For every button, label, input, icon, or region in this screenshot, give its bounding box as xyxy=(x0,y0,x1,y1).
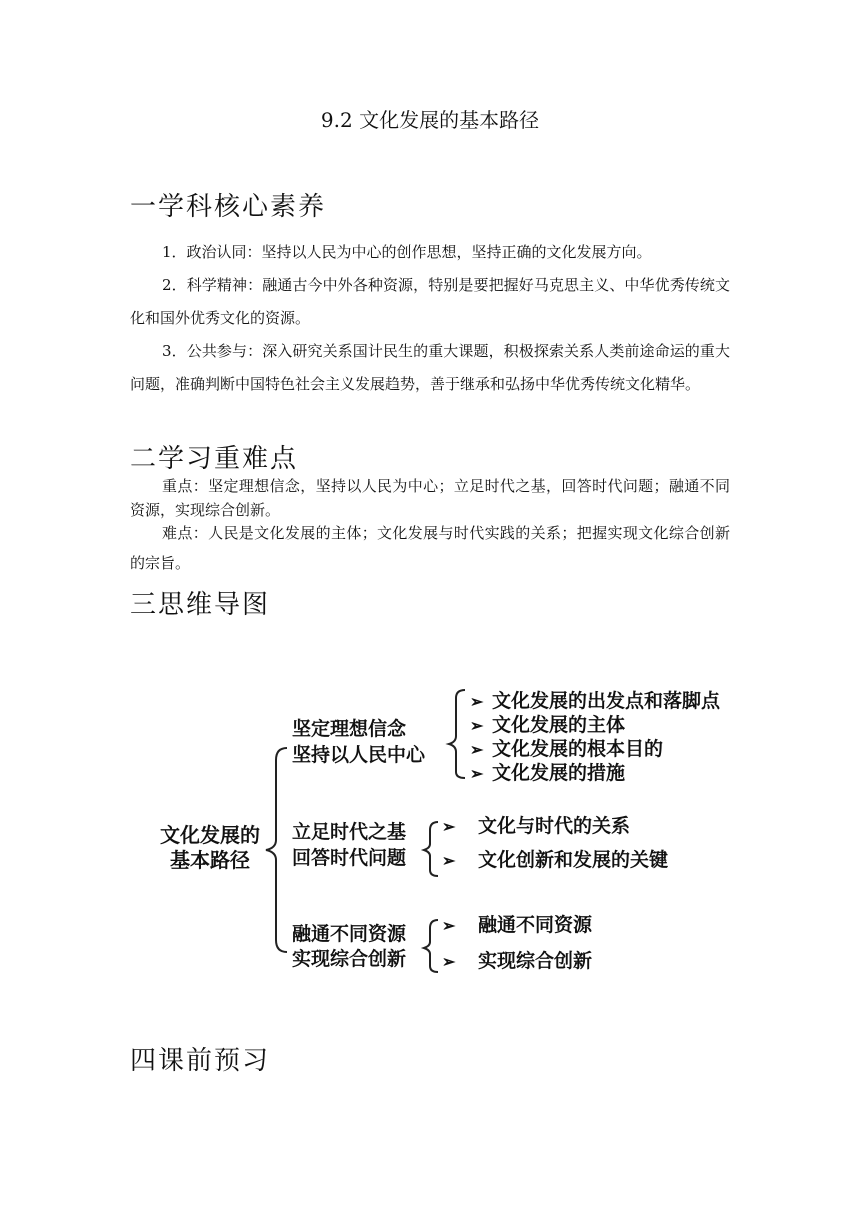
mind-map-root-line: 基本路径 xyxy=(170,848,250,872)
branch-label-line: 立足时代之基 xyxy=(292,821,407,843)
bullet-arrow-icon: ➢ xyxy=(470,764,484,783)
bullet-arrow-icon: ➢ xyxy=(442,817,456,836)
difficult-points-block xyxy=(130,518,730,578)
page-title: 9.2 文化发展的基本路径 xyxy=(320,108,540,132)
bullet-arrow-icon: ➢ xyxy=(470,716,484,735)
mind-map-root-line: 文化发展的 xyxy=(160,823,260,847)
mind-map-leaf: 文化创新和发展的关键 xyxy=(478,849,669,871)
branch-bracket xyxy=(424,822,438,876)
core-literacy-item: 2．科学精神：融通古今中外各种资源，特别是要把握好马克思主义、中华优秀传统文化和国外优秀文化的资源。 xyxy=(130,276,730,327)
key-points-text: 重点：坚定理想信念，坚持以人民为中心；立足时代之基，回答时代问题；融通不同资源，实现综合创新。 xyxy=(130,477,730,519)
difficult-points-text: 难点：人民是文化发展的主体；文化发展与时代实践的关系；把握实现文化综合创新的宗旨。 xyxy=(130,524,730,572)
branch-label-line: 坚定理想信念 xyxy=(292,718,407,740)
mind-map-leaf: 实现综合创新 xyxy=(478,950,593,972)
section-heading-preview: 四课前预习 xyxy=(130,1046,271,1076)
branch-label-line: 实现综合创新 xyxy=(292,948,407,970)
branch-bracket xyxy=(424,920,438,972)
mind-map-leaf: 文化发展的措施 xyxy=(492,762,626,784)
mind-map xyxy=(140,660,760,1000)
bullet-arrow-icon: ➢ xyxy=(470,692,484,711)
mind-map-leaf: 文化发展的根本目的 xyxy=(492,738,664,760)
mind-map-leaf: 融通不同资源 xyxy=(478,914,593,936)
mind-map-leaf: 文化发展的主体 xyxy=(492,714,626,736)
branch-label-line: 坚持以人民中心 xyxy=(292,744,426,766)
bullet-arrow-icon: ➢ xyxy=(442,916,456,935)
section-heading-mind-map: 三思维导图 xyxy=(130,590,271,620)
branch-label-line: 融通不同资源 xyxy=(292,923,407,945)
core-literacy-item: 3．公共参与：深入研究关系国计民生的重大课题，积极探索关系人类前途命运的重大问题，准确判断中国特色社会主义发展趋势，善于继承和弘扬中华优秀传统文化精华。 xyxy=(130,342,730,393)
branch-label-line: 回答时代问题 xyxy=(292,847,407,869)
main-bracket xyxy=(266,748,287,952)
bullet-arrow-icon: ➢ xyxy=(442,851,456,870)
core-literacy-item: 1．政治认同：坚持以人民为中心的创作思想，坚持正确的文化发展方向。 xyxy=(162,243,652,261)
section-heading-core-literacy: 一学科核心素养 xyxy=(130,192,327,222)
mind-map-leaf: 文化与时代的关系 xyxy=(478,815,631,837)
bullet-arrow-icon: ➢ xyxy=(442,952,456,971)
key-points-block xyxy=(130,474,730,522)
branch-bracket xyxy=(449,690,465,778)
mind-map-leaf: 文化发展的出发点和落脚点 xyxy=(492,690,721,712)
bullet-arrow-icon: ➢ xyxy=(470,740,484,759)
section-heading-key-difficult: 二学习重难点 xyxy=(130,444,299,474)
core-literacy-list xyxy=(130,236,730,401)
